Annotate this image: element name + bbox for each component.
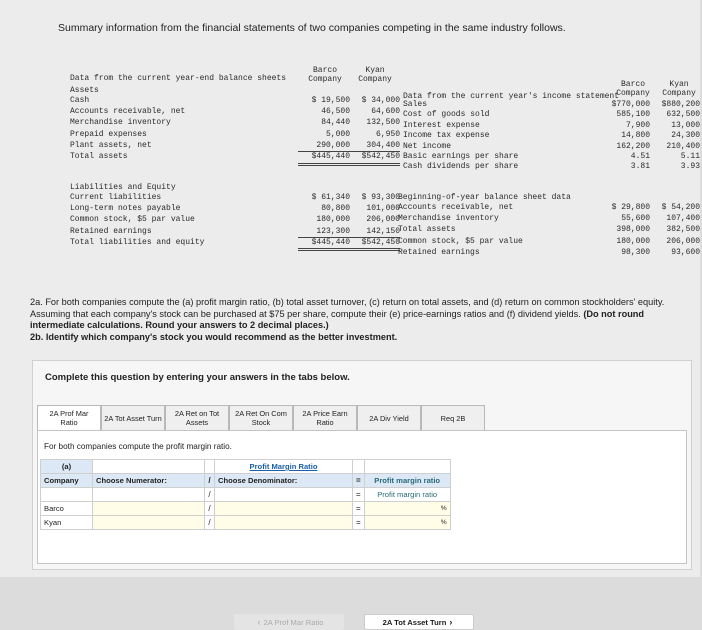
row-label: Total liabilities and equity (70, 237, 205, 247)
question-p1: 2a. For both companies compute the (a) profit margin ratio, (b) total asset turnover, (c) return on total assets, and (d) return on common stockholders' equity. Assuming that each company's stock can be purchased at $75 per share, compute their (e) price-earnings ratios and (f) dividend yields. (30, 297, 665, 319)
kyan-value: 382,500 (666, 225, 700, 235)
company-header: Company (41, 474, 93, 488)
kyan-value: 206,000 (366, 215, 400, 225)
kyan-value: 210,400 (666, 141, 700, 151)
barco-value: 46,500 (321, 107, 350, 117)
kyan-value: 632,500 (666, 110, 700, 120)
barco-value: 585,100 (616, 110, 650, 120)
row-label: Merchandise inventory (70, 118, 171, 128)
tab-div-yield[interactable]: 2A Div Yield (357, 405, 421, 431)
tab-ret-on-com-stock[interactable]: 2A Ret On Com Stock (229, 405, 293, 431)
row-label: Interest expense (403, 120, 480, 130)
barco-value: 80,800 (321, 204, 350, 214)
kyan-value: 24,300 (671, 131, 700, 141)
kyan-value: $ 93,300 (361, 193, 400, 202)
row-label: Common stock, $5 par value (398, 236, 523, 246)
tab-prof-mar-ratio[interactable]: 2A Prof Mar Ratio (37, 405, 101, 431)
denominator-header: Choose Denominator: (215, 474, 353, 488)
row-label: Basic earnings per share (403, 152, 519, 161)
kyan-value: 13,000 (671, 120, 700, 130)
row-label: Prepaid expenses (70, 129, 147, 139)
begin-heading: Beginning-of-year balance sheet data (398, 193, 571, 202)
kyan-value: 93,600 (671, 247, 700, 257)
barco-value: $770,000 (611, 100, 650, 109)
barco-value: 123,300 (298, 227, 350, 239)
row-label: Total assets (70, 152, 128, 161)
row-label: Cash (70, 96, 90, 105)
income-heading: Data from the current year's income statement (403, 92, 620, 101)
barco-value: 84,440 (321, 118, 350, 128)
row-label: Current liabilities (70, 193, 162, 202)
row-label: Retained earnings (70, 226, 152, 236)
row-label: Income tax expense (403, 131, 490, 141)
kyan-denominator-input[interactable] (215, 516, 353, 530)
barco-denominator-input[interactable] (215, 502, 353, 516)
barco-value: 55,600 (621, 214, 650, 224)
equals-header: = (353, 474, 365, 488)
barco-numerator-input[interactable] (93, 502, 205, 516)
barco-value: 162,200 (616, 141, 650, 151)
kyan-numerator-input[interactable] (93, 516, 205, 530)
row-label: Common stock, $5 par value (70, 215, 195, 225)
kyan-value: $542,450 (348, 238, 400, 252)
row-label: Accounts receivable, net (70, 107, 186, 117)
kyan-value: 304,400 (348, 141, 400, 153)
barco-value: 180,000 (616, 236, 650, 246)
chevron-left-icon: ‹ (257, 617, 261, 627)
barco-value: 180,000 (316, 215, 350, 225)
barco-value: 7,900 (625, 120, 650, 130)
company-kyan: Kyan (41, 516, 93, 530)
barco-value: $445,440 (298, 152, 350, 166)
kyan-value: 5.11 (680, 152, 700, 161)
kyan-value: 64,600 (371, 107, 400, 117)
barco-value: 4.51 (630, 152, 650, 161)
kyan-value: 132,500 (366, 118, 400, 128)
liabilities-label: Liabilities and Equity (70, 183, 176, 192)
assets-label: Assets (70, 86, 99, 95)
company-barco: Barco (41, 502, 93, 516)
page-title: Summary information from the financial statements of two companies competing in the same industry follows. (58, 22, 566, 34)
income-col-barco: Barco Company (616, 80, 650, 98)
tag-a: (a) (41, 460, 93, 474)
profit-margin-table: (a) Profit Margin Ratio Company Choose Numerator: / Choose Denominator: = Profit margin ratio / = Profit margin ratio Barco / = % Kyan / = % (40, 459, 451, 530)
row-label: Sales (403, 100, 428, 109)
barco-result-input[interactable]: % (364, 502, 450, 516)
barco-value: 98,300 (621, 247, 650, 257)
tab-req-2b[interactable]: Req 2B (421, 405, 485, 431)
row-label: Plant assets, net (70, 140, 152, 150)
row-label: Merchandise inventory (398, 214, 499, 224)
profit-margin-header: Profit Margin Ratio (215, 460, 353, 474)
barco-value: $ 29,800 (611, 203, 650, 212)
row-label: Total assets (398, 225, 456, 235)
barco-value: 3.81 (630, 162, 650, 172)
kyan-value: 3.93 (680, 162, 700, 172)
row-label: Retained earnings (398, 247, 480, 257)
barco-value: $ 19,500 (311, 96, 350, 105)
barco-value: 290,000 (298, 141, 350, 153)
financial-data (0, 62, 700, 282)
tab-bar (37, 405, 485, 431)
barco-value: $445,440 (298, 238, 350, 252)
barco-value: $ 61,340 (311, 193, 350, 202)
answer-panel (32, 360, 692, 627)
tab-price-earn-ratio[interactable]: 2A Price Earn Ratio (293, 405, 357, 431)
kyan-value: $ 54,200 (661, 203, 700, 212)
row-label: Long-term notes payable (70, 204, 181, 214)
question-p2: 2b. Identify which company's stock you would recommend as the better investment. (30, 331, 398, 342)
balance-col-kyan: Kyan Company (358, 66, 392, 84)
tab-ret-on-tot-assets[interactable]: 2A Ret on Tot Assets (165, 405, 229, 431)
instruction: For both companies compute the profit margin ratio. (44, 442, 232, 451)
next-tab-button[interactable]: 2A Tot Asset Turn › (364, 614, 474, 630)
slash-header: / (205, 474, 215, 488)
row-label: Accounts receivable, net (398, 203, 514, 212)
kyan-value: $880,200 (661, 100, 700, 109)
kyan-value: 101,000 (366, 204, 400, 214)
prev-tab-button[interactable]: ‹ 2A Prof Mar Ratio (234, 614, 344, 630)
numerator-header: Choose Numerator: (93, 474, 205, 488)
kyan-value: 142,150 (348, 227, 400, 239)
barco-value: 398,000 (616, 225, 650, 235)
kyan-value: $ 34,000 (361, 96, 400, 105)
result-header: Profit margin ratio (364, 474, 450, 488)
kyan-value: $542,450 (348, 152, 400, 166)
row-label: Cost of goods sold (403, 110, 490, 120)
kyan-value: 6,950 (375, 129, 400, 139)
balance-heading: Data from the current year-end balance sheets (70, 74, 287, 83)
question-text (30, 297, 680, 343)
kyan-result-input[interactable]: % (364, 516, 450, 530)
income-col-kyan: Kyan Company (662, 80, 696, 98)
row-label: Net income (403, 141, 452, 151)
kyan-value: 206,000 (666, 236, 700, 246)
tab-tot-asset-turn[interactable]: 2A Tot Asset Turn (101, 405, 165, 431)
kyan-value: 107,400 (666, 214, 700, 224)
tab-body (37, 430, 687, 627)
question-p1-bold: (Do not round intermediate calculations. Round your answers to 2 decimal places.) (30, 308, 645, 330)
balance-col-barco: Barco Company (308, 66, 342, 84)
panel-heading: Complete this question by entering your answers in the tabs below. (45, 372, 350, 383)
result-subheader: Profit margin ratio (364, 488, 450, 502)
barco-value: 5,000 (325, 129, 350, 139)
barco-value: 14,800 (621, 131, 650, 141)
row-label: Cash dividends per share (403, 162, 519, 172)
chevron-right-icon: › (449, 617, 453, 627)
